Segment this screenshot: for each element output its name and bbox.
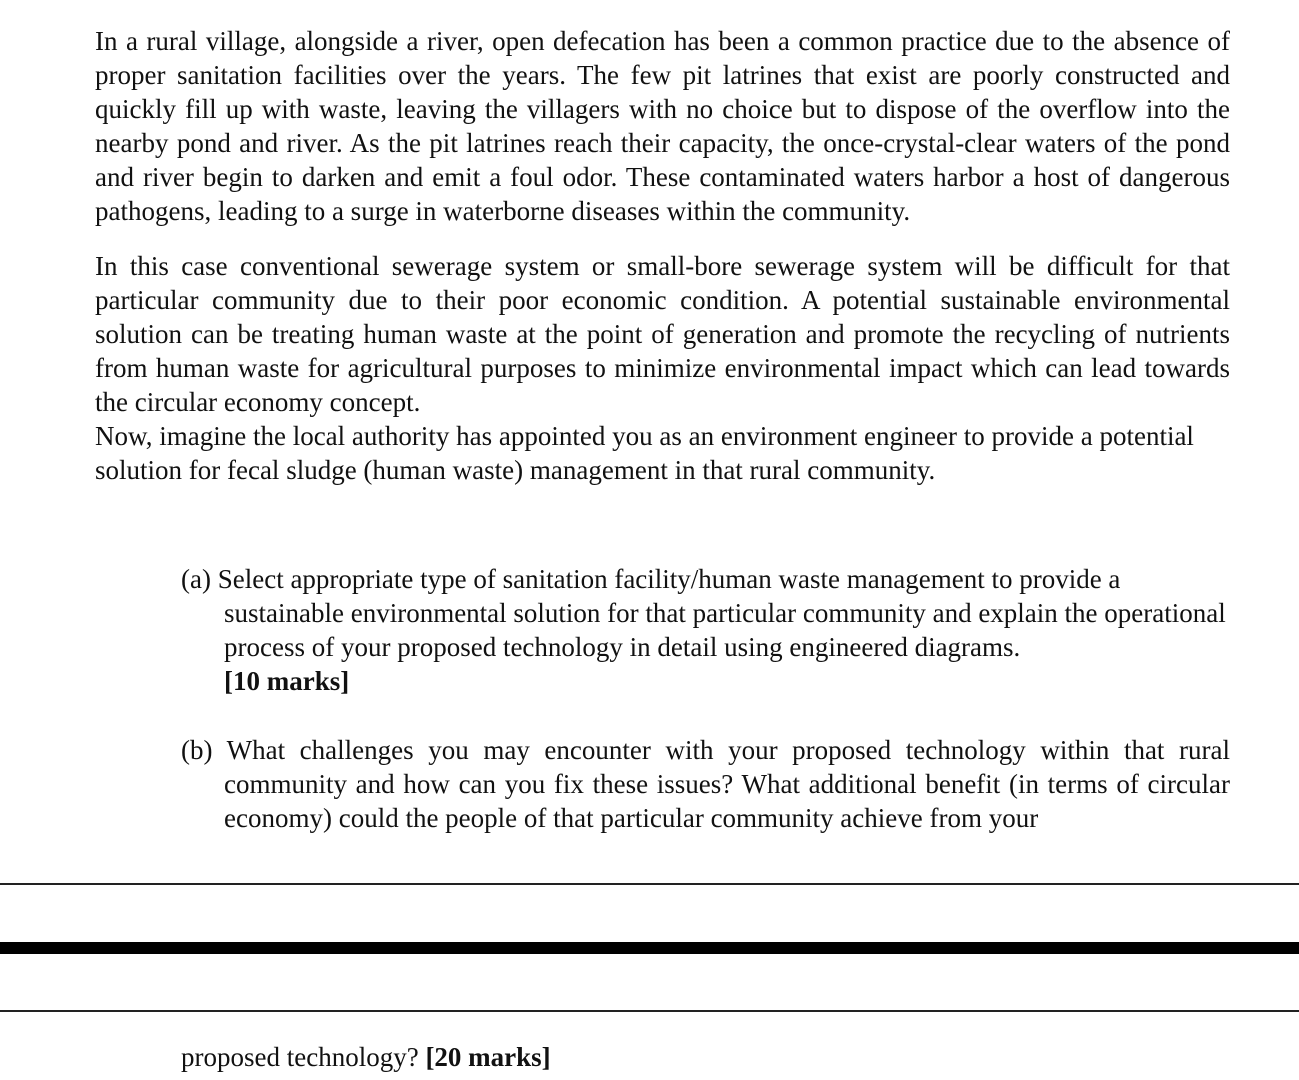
page-divider-top bbox=[0, 883, 1299, 885]
page-break-bar bbox=[0, 942, 1299, 954]
context-paragraph: In this case conventional sewerage system or small-bore sewerage system will be difficult for that particular community due to their poor economic condition. A potential sustainable environmental solution can be treating human waste at the point of generation and promote the recycling of nutrients from human waste for agricultural purposes to minimize environmental impact which can lead towards the circular economy concept. bbox=[95, 251, 1230, 417]
question-b bbox=[181, 733, 1230, 835]
question-a-text bbox=[181, 562, 1230, 698]
page-divider-bottom bbox=[0, 1010, 1299, 1012]
question-b-continuation bbox=[181, 1040, 551, 1074]
question-b-continuation-text: proposed technology? bbox=[181, 1042, 419, 1072]
question-a-label: (a) bbox=[181, 564, 211, 594]
question-a-marks: [10 marks] bbox=[224, 666, 350, 696]
question-b-label: (b) bbox=[181, 735, 213, 765]
question-b-body: What challenges you may encounter with your proposed technology within that rural community and how can you fix these issues? What additional benefit (in terms of circular economy) could the people of that particular community achieve from your bbox=[224, 735, 1231, 833]
question-a bbox=[181, 562, 1230, 698]
scenario-paragraph: In a rural village, alongside a river, open defecation has been a common practice due to the absence of proper sanitation facilities over the years. The few pit latrines that exist are poorly constructed and quickly fill up with waste, leaving the villagers with no choice but to dispose of the overflow into the nearby pond and river. As the pit latrines reach their capacity, the once-crystal-clear waters of the pond and river begin to darken and emit a foul odor. These contaminated waters harbor a host of dangerous pathogens, leading to a surge in waterborne diseases within the community. bbox=[95, 26, 1230, 226]
task-paragraph: Now, imagine the local authority has appointed you as an environment engineer to provide a potential solution for fecal sludge (human waste) management in that rural community. bbox=[95, 421, 1194, 485]
question-a-body: Select appropriate type of sanitation facility/human waste management to provide a sustainable environmental solution for that particular community and explain the operational process of your proposed technology in detail using engineered diagrams. bbox=[217, 564, 1226, 662]
question-b-text bbox=[181, 733, 1230, 835]
question-b-marks: [20 marks] bbox=[425, 1042, 551, 1072]
